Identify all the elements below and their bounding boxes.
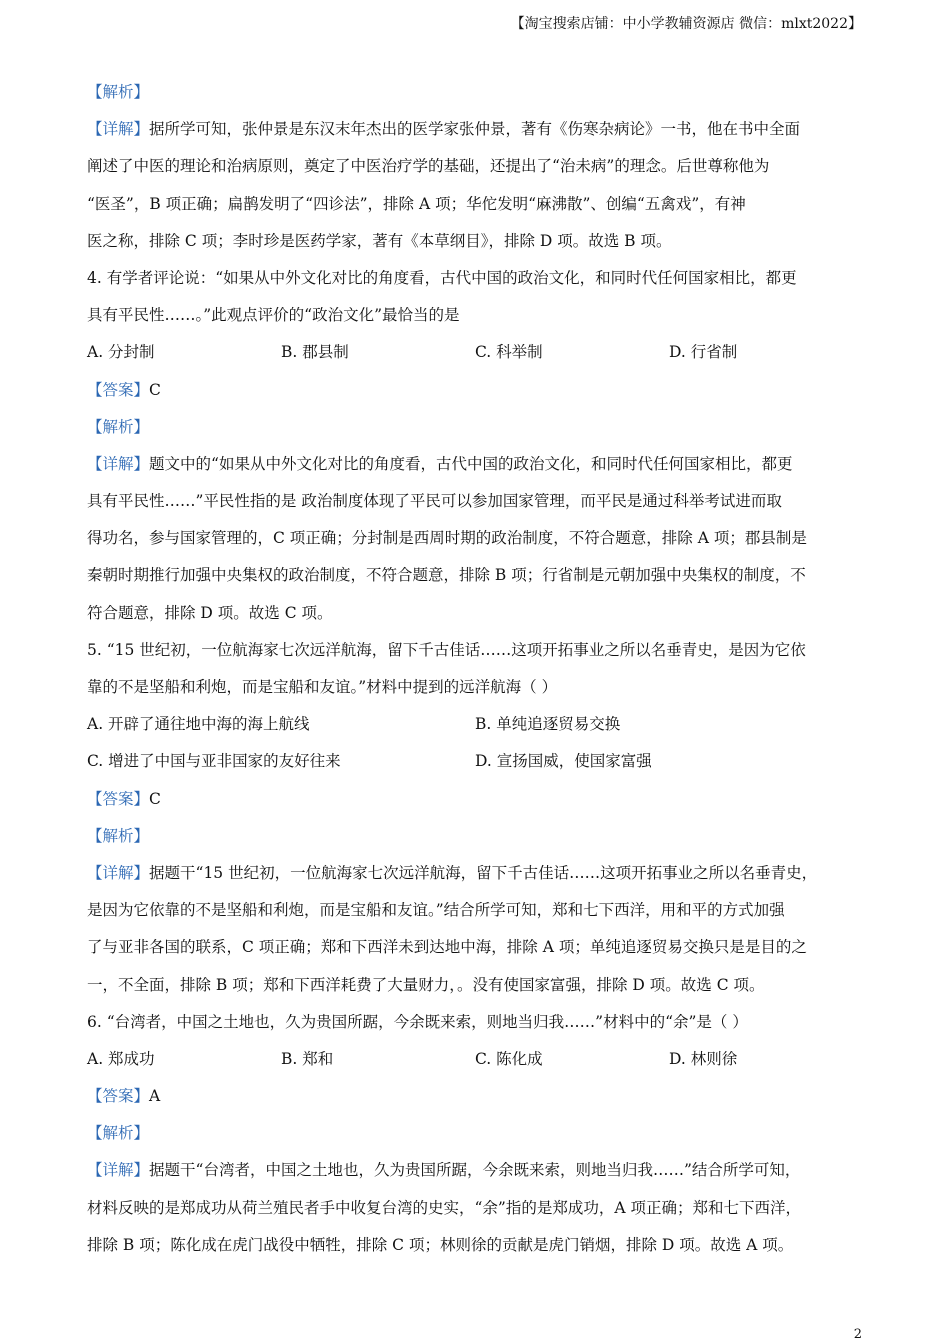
detail-line: 阐述了中医的理论和治病原则，奠定了中医治疗学的基础，还提出了“治未病”的理念。后世尊称他为: [87, 157, 770, 176]
option-d: D. 行省制: [669, 343, 738, 362]
options-row: [87, 340, 873, 377]
option-a: A. 开辟了通往地中海的海上航线: [87, 715, 310, 734]
detail-line: 【详解】题文中的“如果从中外文化对比的角度看，古代中国的政治文化，和同时代任何国家相比，都更: [87, 454, 793, 473]
analysis-label: 【解析】: [87, 826, 150, 845]
question-stem: 5. “15 世纪初，一位航海家七次远洋航海，留下千古佳话……这项开拓事业之所以名垂青史，是因为它依: [87, 640, 806, 659]
option-d: D. 宣扬国威，使国家富强: [475, 752, 652, 771]
options-row: [87, 1047, 873, 1084]
document-body: [87, 80, 873, 1270]
option-b: B. 单纯追逐贸易交换: [475, 715, 621, 734]
answer-line: 【答案】C: [87, 789, 161, 808]
detail-line: 符合题意，排除 D 项。故选 C 项。: [87, 603, 333, 622]
question-stem: 靠的不是坚船和利炮，而是宝船和友谊。”材料中提到的远洋航海（ ）: [87, 678, 558, 696]
analysis-label: 【解析】: [87, 417, 150, 436]
detail-line: 【详解】据题干“15 世纪初，一位航海家七次远洋航海，留下千古佳话……这项开拓事业之所以名垂青史，: [87, 863, 818, 882]
detail-line: “医圣”，B 项正确；扁鹊发明了“四诊法”，排除 A 项；华佗发明“麻沸散”、创编“五禽戏”，有神: [87, 194, 746, 213]
page-header: 【淘宝搜索店铺：中小学教辅资源店 微信：mlxt2022】: [510, 16, 862, 32]
analysis-label: 【解析】: [87, 83, 150, 101]
option-b: B. 郑和: [281, 1049, 334, 1068]
detail-line: 一，不全面，排除 B 项；郑和下西洋耗费了大量财力，。没有使国家富强，排除 D 项。故选 C 项。: [87, 975, 765, 994]
detail-line: 得功名，参与国家管理的，C 项正确；分封制是西周时期的政治制度，不符合题意，排除 A 项；郡县制是: [87, 529, 807, 548]
answer-line: 【答案】A: [87, 1087, 161, 1106]
option-a: A. 分封制: [87, 343, 155, 362]
answer-line: 【答案】C: [87, 380, 161, 399]
detail-line: 【详解】据题干“台湾者，中国之土地也，久为贵国所踞，今余既来索，则地当归我……”结合所学可知，: [87, 1161, 801, 1180]
analysis-label: 【解析】: [87, 1124, 150, 1143]
option-d: D. 林则徐: [669, 1049, 738, 1068]
options-row: [87, 712, 873, 749]
detail-line: 【详解】据所学可知，张仲景是东汉末年杰出的医学家张仲景，著有《伤寒杂病论》一书，他在书中全面: [87, 120, 801, 139]
option-c: C. 增进了中国与亚非国家的友好往来: [87, 752, 341, 771]
question-stem: 具有平民性……。”此观点评价的“政治文化”最恰当的是: [87, 306, 460, 325]
detail-line: 是因为它依靠的不是坚船和利炮，而是宝船和友谊。”结合所学可知，郑和七下西洋，用和平的方式加强: [87, 901, 785, 920]
question-stem: 6. “台湾者，中国之土地也，久为贵国所踞，今余既来索，则地当归我……”材料中的“余”是（ ）: [87, 1012, 748, 1031]
option-c: C. 科举制: [475, 343, 543, 362]
question-stem: 4. 有学者评论说：“如果从中外文化对比的角度看，古代中国的政治文化，和同时代任何国家相比，都更: [87, 268, 797, 287]
detail-line: 材料反映的是郑成功从荷兰殖民者手中收复台湾的史实，“余”指的是郑成功，A 项正确；郑和七下西洋，: [87, 1198, 801, 1217]
detail-line: 具有平民性……”平民性指的是 政治制度体现了平民可以参加国家管理，而平民是通过科举考试进而取: [87, 492, 782, 511]
detail-line: 秦朝时期推行加强中央集权的政治制度，不符合题意，排除 B 项；行省制是元朝加强中央集权的制度，不: [87, 566, 806, 585]
option-b: B. 郡县制: [281, 343, 349, 362]
detail-line: 了与亚非各国的联系，C 项正确；郑和下西洋未到达地中海，排除 A 项；单纯追逐贸易交换只是是目的之: [87, 938, 807, 957]
detail-line: 医之称，排除 C 项；李时珍是医药学家，著有《本草纲目》，排除 D 项。故选 B 项。: [87, 231, 672, 250]
option-a: A. 郑成功: [87, 1049, 155, 1068]
detail-line: 排除 B 项；陈化成在虎门战役中牺牲，排除 C 项；林则徐的贡献是虎门销烟，排除 D 项。故选 A 项。: [87, 1235, 794, 1254]
page-number: 2: [853, 1327, 862, 1342]
options-row: [87, 749, 873, 786]
option-c: C. 陈化成: [475, 1049, 543, 1068]
